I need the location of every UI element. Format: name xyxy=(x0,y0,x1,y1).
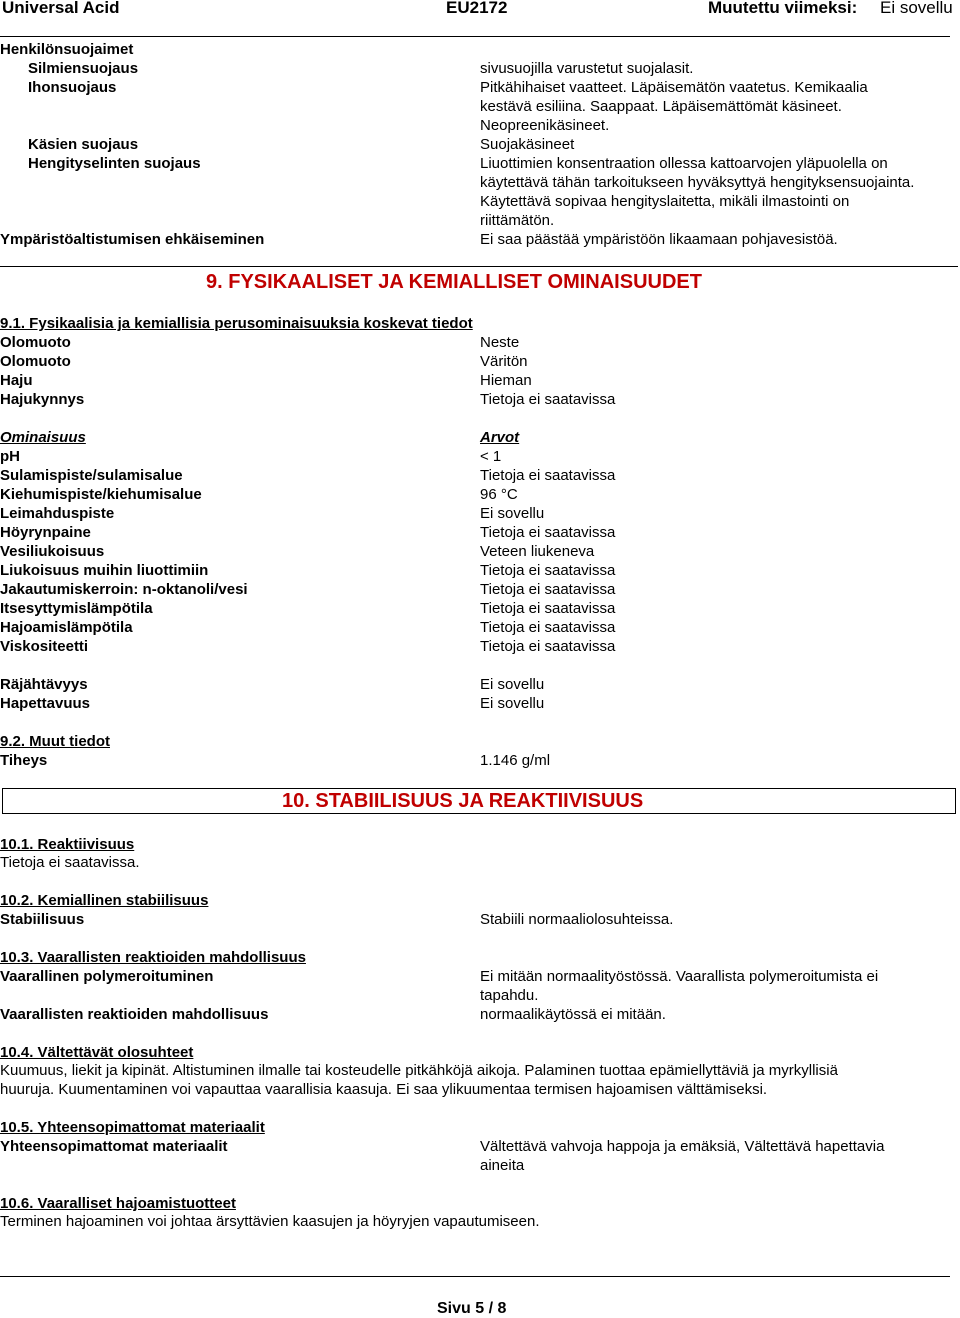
property-value: Tietoja ei saatavissa xyxy=(480,600,616,617)
property-row xyxy=(0,561,960,580)
s4-title xyxy=(0,1043,193,1062)
resp-value-1: Liuottimien konsentraation ollessa kattoarvojen yläpuolella on xyxy=(480,155,888,172)
header-product: Universal Acid xyxy=(2,0,120,17)
s2-label: Stabiilisuus xyxy=(0,911,85,928)
property-label: Liukoisuus muihin liuottimiin xyxy=(0,562,209,579)
s5-title-text: 10.5. Yhteensopimattomat materiaalit xyxy=(0,1119,265,1136)
env-label: Ympäristöaltistumisen ehkäiseminen xyxy=(0,231,265,248)
header-revised-value: Ei sovellu xyxy=(880,0,953,17)
basic-row xyxy=(0,352,960,371)
property-value: Ei sovellu xyxy=(480,505,545,522)
header-code: EU2172 xyxy=(446,0,508,17)
basic-value: Neste xyxy=(480,334,520,351)
s2-value: Stabiili normaaliolosuhteissa. xyxy=(480,911,674,928)
col-property xyxy=(0,428,86,447)
property-label: Itsesyttymislämpötila xyxy=(0,600,153,617)
property-row xyxy=(0,542,960,561)
s1-title xyxy=(0,835,134,854)
col-values xyxy=(480,428,519,447)
section9-sub1-text: 9.1. Fysikaalisia ja kemiallisia perusominaisuuksia koskevat tiedot xyxy=(0,315,473,332)
property-label: pH xyxy=(0,448,20,465)
page-number: Sivu 5 / 8 xyxy=(437,1300,507,1317)
property-value: 96 °C xyxy=(480,486,518,503)
property-row xyxy=(0,466,960,485)
s3-label2: Vaarallisten reaktioiden mahdollisuus xyxy=(0,1006,269,1023)
property-row xyxy=(0,637,960,656)
explosive-label: Räjähtävyys xyxy=(0,676,88,693)
resp-value-4: riittämätön. xyxy=(480,212,555,229)
s6-title xyxy=(0,1194,236,1213)
property-value: Tietoja ei saatavissa xyxy=(480,562,616,579)
basic-props xyxy=(0,333,960,409)
s4-text2: huuruja. Kuumentaminen voi vapauttaa vaarallisia kaasuja. Ei saa ylikuumentaa termisen hajoamisen välttämiseksi. xyxy=(0,1081,768,1098)
section9-sub2-text: 9.2. Muut tiedot xyxy=(0,733,110,750)
s4-text1: Kuumuus, liekit ja kipinät. Altistuminen ilmalle tai kosteudelle pitkähköjä aikoja. Palaminen tuottaa epämiellyttäviä ja myrkyllisiä xyxy=(0,1062,838,1079)
s1-text: Tietoja ei saatavissa. xyxy=(0,854,140,871)
s2-title xyxy=(0,891,208,910)
property-row xyxy=(0,523,960,542)
s3-value1-1: Ei mitään normaalityöstössä. Vaarallista polymeroitumista ei xyxy=(480,968,879,985)
property-row xyxy=(0,447,960,466)
s3-title xyxy=(0,948,306,967)
s5-value1: Vältettävä vahvoja happoja ja emäksiä, Vältettävä hapettavia xyxy=(480,1138,885,1155)
property-value: Tietoja ei saatavissa xyxy=(480,638,616,655)
basic-value: Tietoja ei saatavissa xyxy=(480,391,616,408)
property-value: Veteen liukeneva xyxy=(480,543,595,560)
density-label: Tiheys xyxy=(0,752,48,769)
section9-sub2 xyxy=(0,732,110,751)
resp-value-2: käytettävä tähän tarkoitukseen hyväksyttyä hengityksensuojainta. xyxy=(480,174,915,191)
property-row xyxy=(0,504,960,523)
property-label: Sulamispiste/sulamisalue xyxy=(0,467,183,484)
basic-label: Olomuoto xyxy=(0,334,71,351)
explosive-value: Ei sovellu xyxy=(480,676,545,693)
property-label: Kiehumispiste/kiehumisalue xyxy=(0,486,202,503)
s5-value2: aineita xyxy=(480,1157,525,1174)
basic-row xyxy=(0,371,960,390)
property-label: Vesiliukoisuus xyxy=(0,543,105,560)
property-value: Tietoja ei saatavissa xyxy=(480,581,616,598)
property-value: < 1 xyxy=(480,448,502,465)
col-property-text: Ominaisuus xyxy=(0,429,86,446)
oxidizing-label: Hapettavuus xyxy=(0,695,91,712)
s4-title-text: 10.4. Vältettävät olosuhteet xyxy=(0,1044,194,1061)
basic-row xyxy=(0,390,960,409)
property-label: Viskositeetti xyxy=(0,638,89,655)
s6-text: Terminen hajoaminen voi johtaa ärsyttävien kaasujen ja höyryjen vapautumiseen. xyxy=(0,1213,540,1230)
property-label: Hajoamislämpötila xyxy=(0,619,133,636)
basic-label: Olomuoto xyxy=(0,353,71,370)
property-row xyxy=(0,485,960,504)
s1-title-text: 10.1. Reaktiivisuus xyxy=(0,836,135,853)
section9-title: 9. FYSIKAALISET JA KEMIALLISET OMINAISUUDET xyxy=(206,271,702,293)
section9-sub1 xyxy=(0,314,473,333)
property-label: Leimahduspiste xyxy=(0,505,115,522)
skin-value-2: kestävä esiliina. Saappaat. Läpäisemättömät käsineet. xyxy=(480,98,842,115)
s2-title-text: 10.2. Kemiallinen stabiilisuus xyxy=(0,892,209,909)
header-rule xyxy=(0,36,950,37)
s5-label: Yhteensopimattomat materiaalit xyxy=(0,1138,228,1155)
basic-value: Hieman xyxy=(480,372,532,389)
property-value: Tietoja ei saatavissa xyxy=(480,619,616,636)
skin-value-1: Pitkähihaiset vaatteet. Läpäisemätön vaatetus. Kemikaalia xyxy=(480,79,868,96)
ppe-title: Henkilönsuojaimet xyxy=(0,41,134,58)
eye-label: Silmiensuojaus xyxy=(28,60,139,77)
resp-label: Hengityselinten suojaus xyxy=(28,155,201,172)
property-label: Jakautumiskerroin: n-oktanoli/vesi xyxy=(0,581,248,598)
s6-title-text: 10.6. Vaaralliset hajoamistuotteet xyxy=(0,1195,236,1212)
hand-value: Suojakäsineet xyxy=(480,136,575,153)
basic-label: Haju xyxy=(0,372,33,389)
property-label: Höyrynpaine xyxy=(0,524,91,541)
footer-rule xyxy=(0,1276,950,1277)
property-table xyxy=(0,447,960,656)
basic-label: Hajukynnys xyxy=(0,391,85,408)
header-revised-label: Muutettu viimeksi: xyxy=(708,0,858,17)
env-value: Ei saa päästää ympäristöön likaamaan pohjavesistöä. xyxy=(480,231,838,248)
resp-value-3: Käytettävä sopivaa hengityslaitetta, mikäli ilmastointi on xyxy=(480,193,850,210)
s3-value2: normaalikäytössä ei mitään. xyxy=(480,1006,666,1023)
eye-value: sivusuojilla varustetut suojalasit. xyxy=(480,60,694,77)
basic-value: Väritön xyxy=(480,353,528,370)
s3-label1: Vaarallinen polymeroituminen xyxy=(0,968,214,985)
property-row xyxy=(0,580,960,599)
property-value: Tietoja ei saatavissa xyxy=(480,524,616,541)
property-row xyxy=(0,599,960,618)
col-values-text: Arvot xyxy=(480,429,520,446)
basic-row xyxy=(0,333,960,352)
s3-value1-2: tapahdu. xyxy=(480,987,539,1004)
property-row xyxy=(0,618,960,637)
s3-title-text: 10.3. Vaarallisten reaktioiden mahdollisuus xyxy=(0,949,306,966)
hand-label: Käsien suojaus xyxy=(28,136,139,153)
section10-title: 10. STABIILISUUS JA REAKTIIVISUUS xyxy=(282,790,644,812)
skin-label: Ihonsuojaus xyxy=(28,79,117,96)
skin-value-3: Neopreenikäsineet. xyxy=(480,117,610,134)
oxidizing-value: Ei sovellu xyxy=(480,695,545,712)
section9-rule xyxy=(0,266,958,267)
s5-title xyxy=(0,1118,265,1137)
density-value: 1.146 g/ml xyxy=(480,752,551,769)
property-value: Tietoja ei saatavissa xyxy=(480,467,616,484)
